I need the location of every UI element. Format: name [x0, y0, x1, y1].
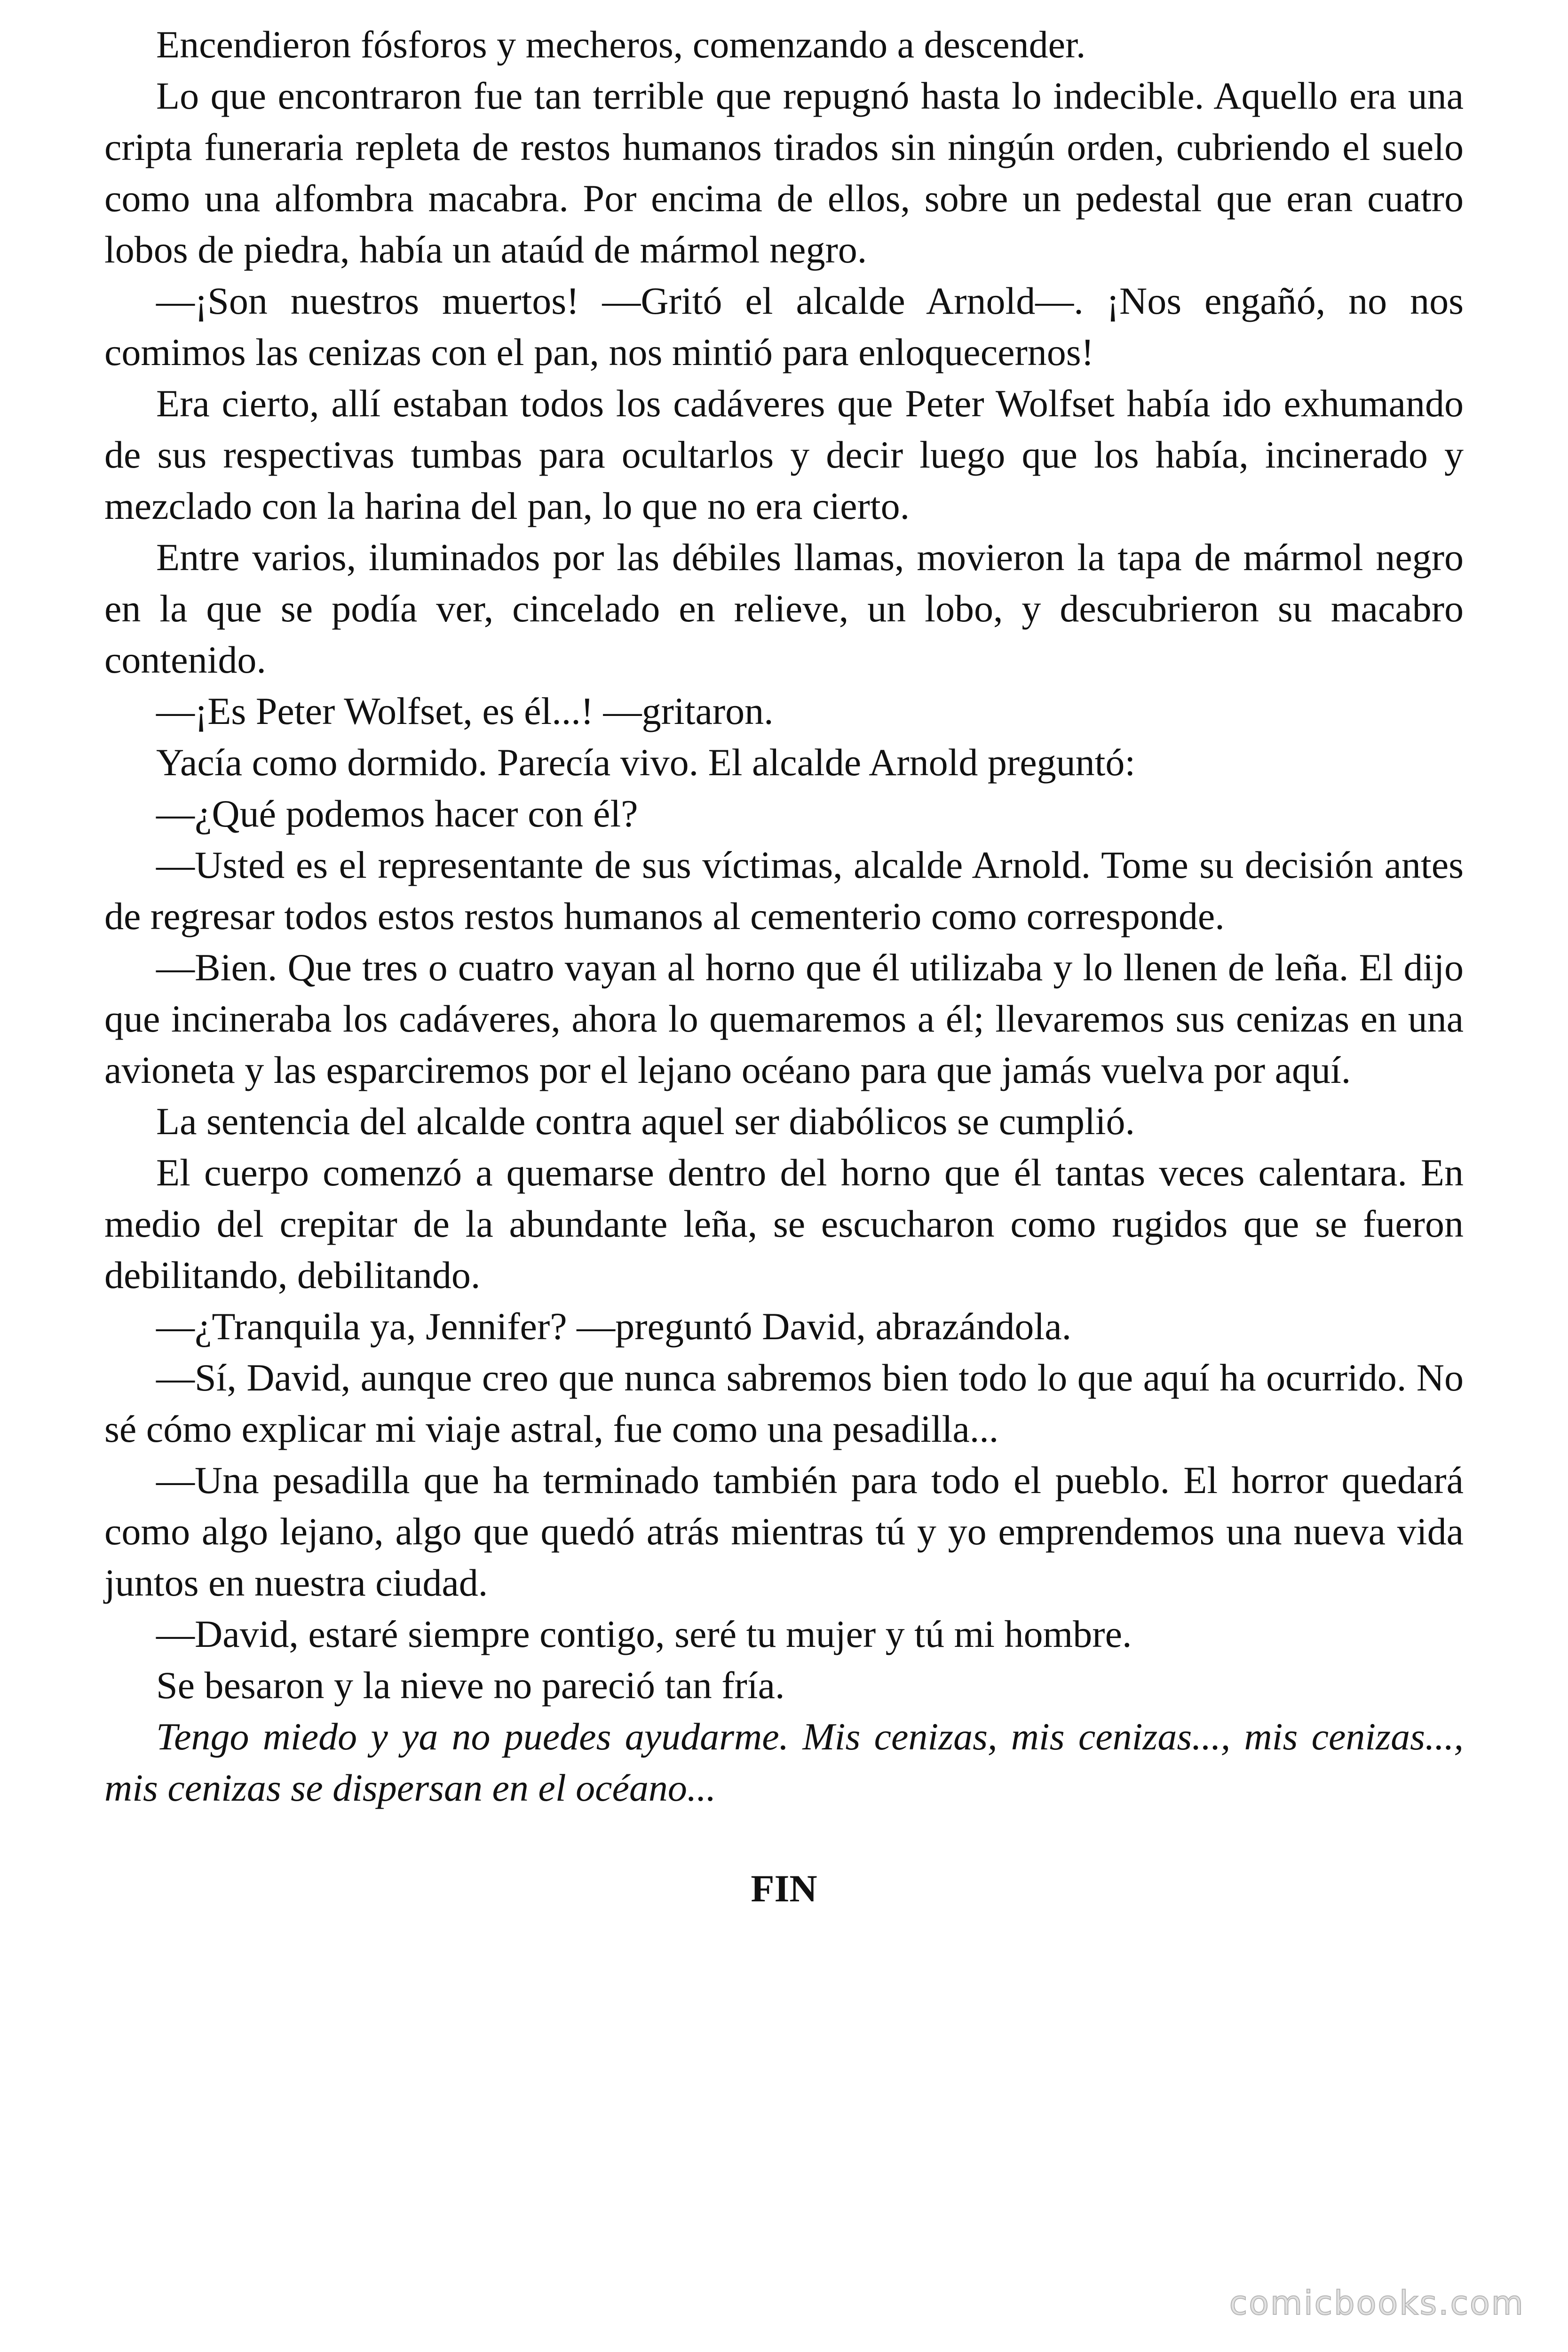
end-label: FIN — [751, 1867, 817, 1910]
paragraph: —David, estaré siempre contigo, seré tu mujer y tú mi hombre. — [156, 1613, 1132, 1655]
watermark: comicbooks.com — [1229, 2284, 1525, 2322]
document-page — [104, 19, 1464, 1914]
paragraph: —Usted es el representante de sus víctimas, alcalde Arnold. Tome su decisión antes de regresar todos estos restos humanos al cementerio como corresponde. — [104, 843, 1464, 938]
paragraph: —Bien. Que tres o cuatro vayan al horno que él utilizaba y lo llenen de leña. El dijo que incineraba los cadáveres, ahora lo quemaremos a él; llevaremos sus cenizas en una avioneta y las esparciremos por el lejano océano para que jamás vuelva por aquí. — [104, 946, 1464, 1091]
paragraph: El cuerpo comenzó a quemarse dentro del horno que él tantas veces calentara. En medio del crepitar de la abundante leña, se escucharon como rugidos que se fueron debilitando, debilitando. — [104, 1151, 1464, 1296]
paragraph: —Una pesadilla que ha terminado también para todo el pueblo. El horror quedará como algo lejano, algo que quedó atrás mientras tú y yo emprendemos una nueva vida juntos en nuestra ciudad. — [104, 1459, 1464, 1604]
paragraph: Era cierto, allí estaban todos los cadáveres que Peter Wolfset había ido exhumando de sus respectivas tumbas para ocultarlos y decir luego que los había, incinerado y mezclado con la harina del pan, lo que no era cierto. — [104, 382, 1464, 527]
italic-paragraph: Tengo miedo y ya no puedes ayudarme. Mis cenizas, mis cenizas..., mis cenizas..., mis cenizas se dispersan en el océano... — [104, 1715, 1464, 1809]
paragraph: Entre varios, iluminados por las débiles llamas, movieron la tapa de mármol negro en la que se podía ver, cincelado en relieve, un lobo, y descubrieron su macabro contenido. — [104, 536, 1464, 681]
paragraph: —Sí, David, aunque creo que nunca sabremos bien todo lo que aquí ha ocurrido. No sé cómo explicar mi viaje astral, fue como una pesadilla... — [104, 1356, 1464, 1450]
paragraph: Se besaron y la nieve no pareció tan fría. — [156, 1664, 785, 1707]
paragraph: —¡Son nuestros muertos! —Gritó el alcalde Arnold—. ¡Nos engañó, no nos comimos las cenizas con el pan, nos mintió para enloquecernos! — [104, 279, 1464, 373]
paragraph: Encendieron fósforos y mecheros, comenzando a descender. — [156, 23, 1086, 66]
paragraph: —¿Qué podemos hacer con él? — [156, 792, 638, 835]
paragraph: Lo que encontraron fue tan terrible que repugnó hasta lo indecible. Aquello era una cripta funeraria repleta de restos humanos tirados sin ningún orden, cubriendo el suelo como una alfombra macabra. Por encima de ellos, sobre un pedestal que eran cuatro lobos de piedra, había un ataúd de mármol negro. — [104, 74, 1464, 271]
paragraph: La sentencia del alcalde contra aquel ser diabólicos se cumplió. — [156, 1100, 1135, 1143]
paragraph: Yacía como dormido. Parecía vivo. El alcalde Arnold preguntó: — [156, 741, 1136, 784]
paragraph: —¡Es Peter Wolfset, es él...! —gritaron. — [156, 690, 774, 732]
paragraph: —¿Tranquila ya, Jennifer? —preguntó David, abrazándola. — [156, 1305, 1072, 1348]
